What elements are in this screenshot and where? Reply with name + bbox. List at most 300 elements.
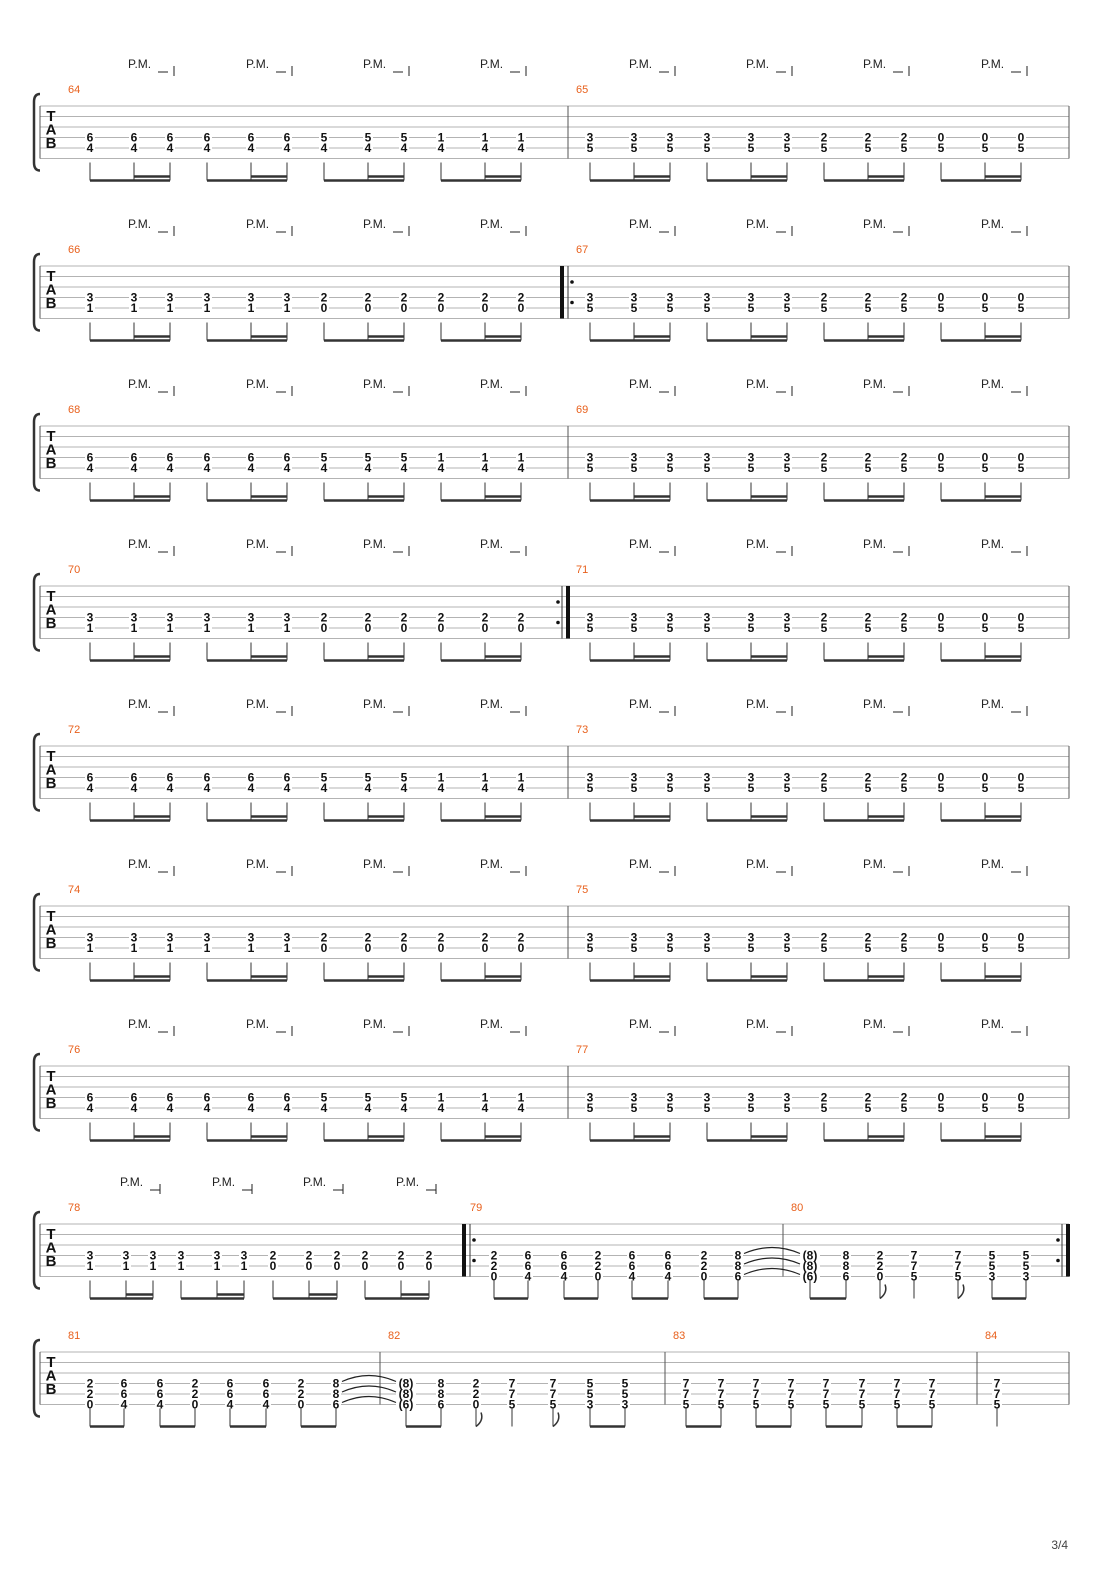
fret-number: 0 <box>937 450 945 465</box>
fret-number: 0 <box>305 1259 313 1273</box>
fret-number: 0 <box>320 301 328 315</box>
fret-number: 2 <box>820 770 828 785</box>
fret-number: 4 <box>283 781 291 795</box>
tab-system-7 <box>34 1026 1069 1141</box>
fret-number: 5 <box>549 1397 557 1412</box>
fret-number: 5 <box>900 1101 908 1115</box>
fret-number: 3 <box>177 1248 185 1263</box>
fret-number: 5 <box>783 301 791 315</box>
fret-number: 3 <box>747 1090 755 1105</box>
fret-number: 5 <box>864 941 872 955</box>
fret-number: 4 <box>283 141 291 155</box>
fret-number: 3 <box>783 930 791 945</box>
palm-mute-label: P.M. <box>629 857 653 871</box>
fret-number: 3 <box>586 610 594 625</box>
fret-number: 3 <box>166 290 174 305</box>
fret-number: 1 <box>517 450 525 465</box>
tab-clef-letter: T <box>46 108 56 125</box>
system-brace <box>34 574 40 651</box>
palm-mute-label: P.M. <box>480 537 504 551</box>
fret-number: 5 <box>752 1397 760 1412</box>
repeat-dot <box>472 1259 476 1263</box>
fret-number: 5 <box>900 621 908 635</box>
fret-number: 0 <box>876 1269 884 1284</box>
fret-number: 0 <box>981 610 989 625</box>
fret-number: 5 <box>787 1397 795 1412</box>
fret-number: 4 <box>320 461 328 475</box>
fret-number: 0 <box>191 1397 199 1412</box>
fret-number: 4 <box>166 461 174 475</box>
fret-number: 0 <box>1017 1090 1025 1105</box>
fret-number: 4 <box>130 141 138 155</box>
fret-number: 3 <box>703 930 711 945</box>
fret-number: 3 <box>630 770 638 785</box>
fret-number: 4 <box>226 1397 234 1412</box>
palm-mute-label: P.M. <box>629 217 653 231</box>
system-brace <box>34 414 40 491</box>
tab-clef-letter: A <box>45 1081 57 1099</box>
fret-number: 0 <box>86 1397 94 1412</box>
palm-mute-label: P.M. <box>396 1175 420 1189</box>
fret-number: 3 <box>122 1248 130 1263</box>
fret-number: 1 <box>130 941 138 955</box>
tab-clef-letter: T <box>46 1354 56 1371</box>
page-number: 3/4 <box>1051 1538 1068 1552</box>
repeat-start-thick <box>560 266 564 319</box>
fret-number: 6 <box>247 130 255 145</box>
fret-number: 4 <box>320 1101 328 1115</box>
fret-number: 2 <box>820 450 828 465</box>
fret-number: 3 <box>783 1090 791 1105</box>
fret-number: 2 <box>437 930 445 945</box>
fret-number: 5 <box>621 1387 629 1401</box>
measure-number-74: 74 <box>68 884 81 896</box>
fret-number: 4 <box>166 781 174 795</box>
tab-clef-letter: B <box>45 935 57 952</box>
fret-number: 5 <box>864 781 872 795</box>
fret-number: 4 <box>517 781 525 795</box>
fret-number: 0 <box>364 301 372 315</box>
fret-number: 5 <box>864 301 872 315</box>
fret-number: 5 <box>400 1090 408 1105</box>
fret-number: 5 <box>820 141 828 155</box>
fret-number: 7 <box>928 1387 936 1401</box>
fret-number: (6) <box>802 1269 818 1284</box>
palm-mute-label: P.M. <box>629 57 653 71</box>
fret-number: 5 <box>783 781 791 795</box>
fret-number: 0 <box>481 621 489 635</box>
fret-number: 2 <box>269 1248 277 1263</box>
fret-number: 5 <box>988 1248 996 1263</box>
repeat-dot <box>556 600 560 604</box>
palm-mute-label: P.M. <box>246 537 270 551</box>
fret-number: 5 <box>937 941 945 955</box>
fret-number: 7 <box>858 1387 866 1401</box>
fret-number: 3 <box>747 450 755 465</box>
fret-number: 0 <box>400 621 408 635</box>
fret-number: 1 <box>247 941 255 955</box>
palm-mute-label: P.M. <box>981 377 1005 391</box>
fret-number: 5 <box>630 461 638 475</box>
fret-number: 4 <box>166 1101 174 1115</box>
fret-number: 4 <box>364 781 372 795</box>
fret-number: 5 <box>820 461 828 475</box>
fret-number: 4 <box>203 141 211 155</box>
fret-number: 3 <box>130 930 138 945</box>
tab-system-2 <box>34 226 1069 341</box>
fret-number: 2 <box>191 1387 199 1401</box>
fret-number: 0 <box>937 610 945 625</box>
fret-number: 2 <box>864 450 872 465</box>
fret-number: 4 <box>664 1269 672 1284</box>
fret-number: 5 <box>783 621 791 635</box>
fret-number: 5 <box>1017 941 1025 955</box>
fret-number: 5 <box>820 781 828 795</box>
fret-number: 3 <box>747 610 755 625</box>
tab-clef-letter: B <box>45 455 57 472</box>
fret-number: 4 <box>262 1397 270 1412</box>
tab-clef-letter: T <box>46 1068 56 1085</box>
palm-mute-label: P.M. <box>128 1017 152 1031</box>
fret-number: 4 <box>320 781 328 795</box>
fret-number: 4 <box>524 1269 532 1284</box>
palm-mute-label: P.M. <box>128 857 152 871</box>
fret-number: 5 <box>822 1397 830 1412</box>
palm-mute-label: P.M. <box>746 57 770 71</box>
palm-mute-label: P.M. <box>746 1017 770 1031</box>
fret-number: 5 <box>364 130 372 145</box>
fret-number: 4 <box>437 781 445 795</box>
fret-number: 3 <box>203 610 211 625</box>
palm-mute-label: P.M. <box>629 1017 653 1031</box>
measure-number-80: 80 <box>791 1202 804 1214</box>
fret-number: 1 <box>247 621 255 635</box>
fret-number: 1 <box>213 1259 221 1273</box>
fret-number: 4 <box>364 461 372 475</box>
tab-clef-letter: B <box>45 295 57 312</box>
system-brace <box>34 254 40 331</box>
fret-number: 2 <box>517 610 525 625</box>
fret-number: 6 <box>524 1259 532 1273</box>
palm-mute-label: P.M. <box>128 537 152 551</box>
palm-mute-label: P.M. <box>863 697 887 711</box>
fret-number: 2 <box>900 1090 908 1105</box>
fret-number: 2 <box>364 930 372 945</box>
tab-clef-letter: B <box>45 1095 57 1112</box>
fret-number: 5 <box>630 141 638 155</box>
palm-mute-label: P.M. <box>746 697 770 711</box>
fret-number: (8) <box>802 1248 818 1263</box>
fret-number: 0 <box>1017 930 1025 945</box>
fret-number: 3 <box>783 770 791 785</box>
fret-number: 2 <box>900 610 908 625</box>
fret-number: 7 <box>682 1387 690 1401</box>
fret-number: 0 <box>981 450 989 465</box>
fret-number: 5 <box>981 1101 989 1115</box>
fret-number: 3 <box>86 930 94 945</box>
palm-mute-label: P.M. <box>629 697 653 711</box>
measure-number-68: 68 <box>68 404 81 416</box>
fret-number: 6 <box>283 130 291 145</box>
fret-number: 7 <box>893 1376 901 1391</box>
fret-number: 5 <box>864 621 872 635</box>
fret-number: 5 <box>864 1101 872 1115</box>
fret-number: 5 <box>586 621 594 635</box>
fret-number: 4 <box>517 461 525 475</box>
fret-number: 7 <box>752 1376 760 1391</box>
fret-number: 5 <box>666 621 674 635</box>
fret-number: 1 <box>481 1090 489 1105</box>
fret-number: 7 <box>787 1387 795 1401</box>
fret-number: 1 <box>130 301 138 315</box>
fret-number: 2 <box>86 1387 94 1401</box>
fret-number: 2 <box>400 930 408 945</box>
fret-number: 3 <box>247 290 255 305</box>
eighth-flag <box>958 1285 964 1299</box>
fret-number: 4 <box>86 1101 94 1115</box>
fret-number: 0 <box>517 621 525 635</box>
fret-number: 6 <box>166 450 174 465</box>
eighth-flag <box>553 1413 559 1427</box>
fret-number: 3 <box>130 610 138 625</box>
fret-number: 0 <box>472 1397 480 1412</box>
fret-number: 5 <box>682 1397 690 1412</box>
fret-number: 2 <box>397 1248 405 1263</box>
fret-number: 4 <box>437 141 445 155</box>
fret-number: 5 <box>900 781 908 795</box>
fret-number: (6) <box>398 1397 414 1412</box>
fret-number: 7 <box>954 1248 962 1263</box>
fret-number: 5 <box>954 1269 962 1284</box>
fret-number: 5 <box>783 141 791 155</box>
fret-number: 5 <box>820 941 828 955</box>
palm-mute-label: P.M. <box>981 217 1005 231</box>
fret-number: 7 <box>858 1376 866 1391</box>
fret-number: 1 <box>437 130 445 145</box>
fret-number: 2 <box>361 1248 369 1263</box>
fret-number: 6 <box>332 1397 340 1412</box>
fret-number: 5 <box>937 621 945 635</box>
fret-number: 6 <box>120 1376 128 1391</box>
measure-number-75: 75 <box>576 884 589 896</box>
palm-mute-label: P.M. <box>863 217 887 231</box>
fret-number: 0 <box>1017 290 1025 305</box>
fret-number: 5 <box>937 461 945 475</box>
fret-number: 6 <box>86 130 94 145</box>
repeat-end-thick <box>566 586 570 639</box>
fret-number: 3 <box>747 130 755 145</box>
fret-number: 2 <box>594 1259 602 1273</box>
fret-number: 0 <box>437 941 445 955</box>
fret-number: 3 <box>630 450 638 465</box>
palm-mute-label: P.M. <box>246 377 270 391</box>
fret-number: 1 <box>122 1259 130 1273</box>
fret-number: 5 <box>703 621 711 635</box>
fret-number: 1 <box>177 1259 185 1273</box>
fret-number: 3 <box>247 610 255 625</box>
fret-number: 6 <box>842 1269 850 1284</box>
fret-number: 2 <box>305 1248 313 1263</box>
palm-mute-label: P.M. <box>128 217 152 231</box>
fret-number: 2 <box>594 1248 602 1263</box>
fret-number: 6 <box>437 1397 445 1412</box>
fret-number: 7 <box>549 1387 557 1401</box>
fret-number: 5 <box>703 781 711 795</box>
fret-number: 1 <box>203 621 211 635</box>
fret-number: 6 <box>86 450 94 465</box>
fret-number: 2 <box>864 770 872 785</box>
fret-number: 1 <box>247 301 255 315</box>
fret-number: 5 <box>508 1397 516 1412</box>
fret-number: 5 <box>820 301 828 315</box>
fret-number: 7 <box>822 1376 830 1391</box>
fret-number: 5 <box>900 141 908 155</box>
fret-number: 5 <box>630 621 638 635</box>
fret-number: 5 <box>900 301 908 315</box>
fret-number: 1 <box>437 450 445 465</box>
fret-number: 5 <box>703 301 711 315</box>
fret-number: 5 <box>703 941 711 955</box>
fret-number: 0 <box>937 130 945 145</box>
fret-number: 6 <box>120 1387 128 1401</box>
fret-number: 3 <box>630 290 638 305</box>
fret-number: 5 <box>1017 301 1025 315</box>
fret-number: 5 <box>364 450 372 465</box>
fret-number: 7 <box>787 1376 795 1391</box>
fret-number: 5 <box>364 770 372 785</box>
fret-number: 3 <box>86 1248 94 1263</box>
fret-number: 7 <box>508 1376 516 1391</box>
fret-number: 5 <box>666 781 674 795</box>
fret-number: 4 <box>628 1269 636 1284</box>
palm-mute-label: P.M. <box>246 697 270 711</box>
palm-mute-label: P.M. <box>363 537 387 551</box>
repeat-dot <box>472 1238 476 1242</box>
fret-number: 0 <box>1017 450 1025 465</box>
fret-number: 2 <box>425 1248 433 1263</box>
fret-number: 0 <box>981 1090 989 1105</box>
fret-number: 6 <box>86 1090 94 1105</box>
palm-mute-label: P.M. <box>981 537 1005 551</box>
fret-number: 1 <box>437 770 445 785</box>
fret-number: 4 <box>247 1101 255 1115</box>
fret-number: 1 <box>481 770 489 785</box>
measure-number-83: 83 <box>673 1330 686 1342</box>
fret-number: 5 <box>820 1101 828 1115</box>
fret-number: 2 <box>481 290 489 305</box>
fret-number: 5 <box>586 941 594 955</box>
fret-number: 2 <box>700 1248 708 1263</box>
fret-number: 3 <box>703 450 711 465</box>
fret-number: 3 <box>203 290 211 305</box>
fret-number: 0 <box>1017 770 1025 785</box>
palm-mute-label: P.M. <box>480 1017 504 1031</box>
fret-number: 2 <box>517 290 525 305</box>
fret-number: 4 <box>560 1269 568 1284</box>
fret-number: 4 <box>481 141 489 155</box>
fret-number: 7 <box>993 1387 1001 1401</box>
fret-number: 1 <box>517 130 525 145</box>
palm-mute-label: P.M. <box>981 697 1005 711</box>
fret-number: 4 <box>400 781 408 795</box>
fret-number: 7 <box>508 1387 516 1401</box>
fret-number: 3 <box>666 1090 674 1105</box>
fret-number: 5 <box>703 461 711 475</box>
fret-number: 5 <box>747 1101 755 1115</box>
fret-number: 2 <box>191 1376 199 1391</box>
fret-number: 5 <box>703 141 711 155</box>
fret-number: 0 <box>297 1397 305 1412</box>
fret-number: 2 <box>864 610 872 625</box>
fret-number: 7 <box>822 1387 830 1401</box>
fret-number: 5 <box>1017 781 1025 795</box>
palm-mute-label: P.M. <box>746 217 770 231</box>
fret-number: 1 <box>481 130 489 145</box>
fret-number: 0 <box>400 301 408 315</box>
tab-system-3 <box>34 386 1069 501</box>
fret-number: 5 <box>981 301 989 315</box>
fret-number: 2 <box>900 290 908 305</box>
fret-number: 8 <box>842 1259 850 1273</box>
fret-number: 6 <box>203 770 211 785</box>
palm-mute-label: P.M. <box>629 377 653 391</box>
fret-number: 6 <box>130 1090 138 1105</box>
fret-number: 1 <box>86 1259 94 1273</box>
fret-number: 0 <box>269 1259 277 1273</box>
fret-number: 4 <box>364 1101 372 1115</box>
fret-number: 0 <box>937 1090 945 1105</box>
fret-number: 5 <box>400 130 408 145</box>
fret-number: 0 <box>981 130 989 145</box>
fret-number: 1 <box>86 301 94 315</box>
fret-number: 1 <box>149 1259 157 1273</box>
fret-number: 2 <box>364 290 372 305</box>
fret-number: 0 <box>437 621 445 635</box>
palm-mute-label: P.M. <box>480 857 504 871</box>
fret-number: 2 <box>297 1376 305 1391</box>
fret-number: 5 <box>981 141 989 155</box>
measure-number-71: 71 <box>576 564 589 576</box>
fret-number: 3 <box>783 450 791 465</box>
fret-number: 1 <box>166 621 174 635</box>
fret-number: 3 <box>166 610 174 625</box>
fret-number: 5 <box>320 770 328 785</box>
palm-mute-label: P.M. <box>363 697 387 711</box>
fret-number: 0 <box>364 941 372 955</box>
fret-number: 3 <box>747 770 755 785</box>
fret-number: 5 <box>703 1101 711 1115</box>
fret-number: 5 <box>630 941 638 955</box>
fret-number: 3 <box>586 930 594 945</box>
fret-number: 7 <box>717 1387 725 1401</box>
fret-number: 2 <box>900 770 908 785</box>
fret-number: 6 <box>156 1387 164 1401</box>
palm-mute-label: P.M. <box>863 1017 887 1031</box>
fret-number: 2 <box>472 1376 480 1391</box>
fret-number: 2 <box>437 290 445 305</box>
fret-number: 0 <box>517 941 525 955</box>
fret-number: 6 <box>130 450 138 465</box>
fret-number: 4 <box>203 781 211 795</box>
fret-number: 1 <box>481 450 489 465</box>
tie-arc <box>744 1248 800 1254</box>
fret-number: 2 <box>481 610 489 625</box>
repeat-dot <box>1056 1259 1060 1263</box>
system-brace <box>34 94 40 171</box>
fret-number: 3 <box>703 610 711 625</box>
fret-number: 2 <box>864 130 872 145</box>
fret-number: 4 <box>156 1397 164 1412</box>
